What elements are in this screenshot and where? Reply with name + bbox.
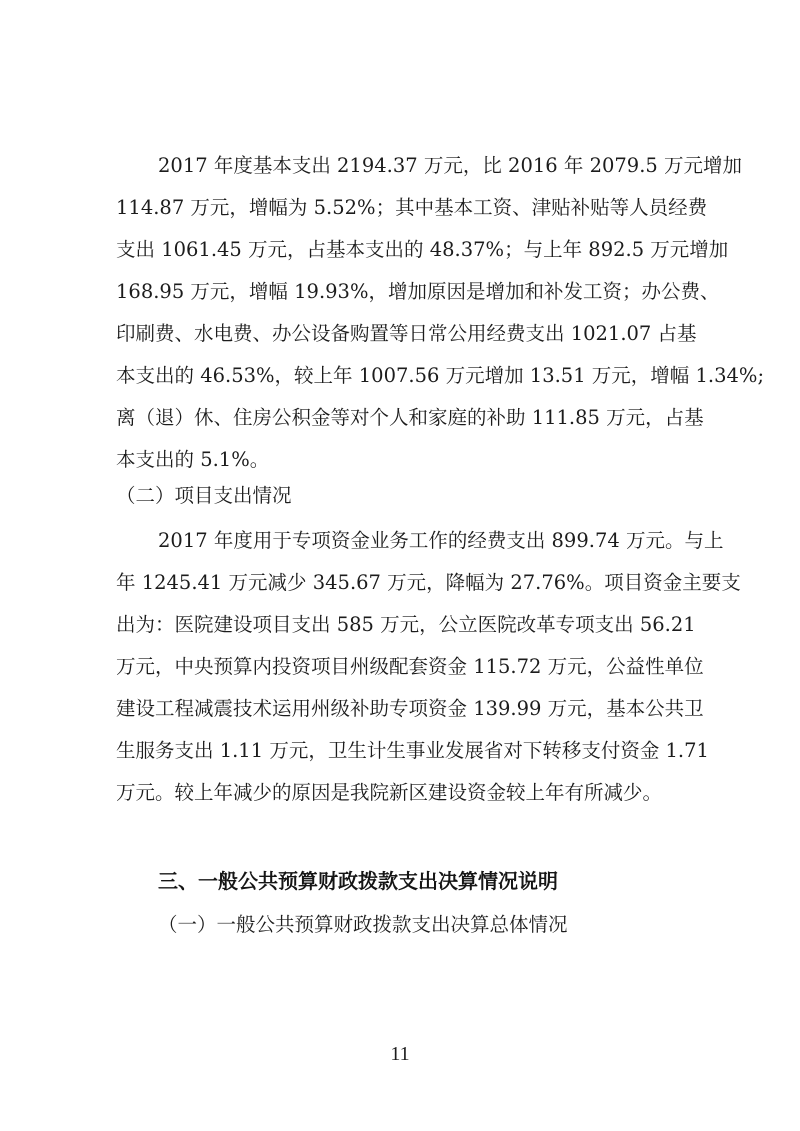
paragraph-line: 建设工程减震技术运用州级补助专项资金 139.99 万元，基本公共卫 [116, 697, 704, 720]
paragraph-line: 2017 年度基本支出 2194.37 万元，比 2016 年 2079.5 万元增加 [158, 154, 743, 177]
paragraph-line: 生服务支出 1.11 万元，卫生计生事业发展省对下转移支付资金 1.71 [116, 739, 709, 762]
section-three-subheading: （一）一般公共预算财政拨款支出决算总体情况 [158, 913, 568, 936]
section-three-heading: 三、一般公共预算财政拨款支出决算情况说明 [158, 869, 558, 893]
paragraph-line: 离（退）休、住房公积金等对个人和家庭的补助 111.85 万元，占基 [116, 406, 704, 429]
paragraph-line: 万元。较上年减少的原因是我院新区建设资金较上年有所减少。 [116, 781, 663, 804]
paragraph-line: 114.87 万元，增幅为 5.52%；其中基本工资、津贴补贴等人员经费 [116, 196, 708, 219]
paragraph-line: 年 1245.41 万元减少 345.67 万元，降幅为 27.76%。项目资金主要支 [116, 571, 741, 594]
paragraph-line: 168.95 万元，增幅 19.93%，增加原因是增加和补发工资；办公费、 [116, 280, 720, 303]
paragraph-line: 本支出的 5.1%。 [116, 448, 270, 471]
page-number: 11 [390, 1043, 410, 1065]
paragraph-line: 印刷费、水电费、办公设备购置等日常公用经费支出 1021.07 占基 [116, 322, 697, 345]
project-expenditure-heading: （二）项目支出情况 [116, 484, 292, 507]
paragraph-line: 出为：医院建设项目支出 585 万元，公立医院改革专项支出 56.21 [116, 613, 696, 636]
paragraph-line: 本支出的 46.53%，较上年 1007.56 万元增加 13.51 万元，增幅 1.34%; [116, 364, 765, 387]
paragraph-line: 支出 1061.45 万元，占基本支出的 48.37%；与上年 892.5 万元增加 [116, 238, 729, 261]
paragraph-line: 万元，中央预算内投资项目州级配套资金 115.72 万元，公益性单位 [116, 655, 704, 678]
paragraph-line: 2017 年度用于专项资金业务工作的经费支出 899.74 万元。与上 [158, 529, 724, 552]
